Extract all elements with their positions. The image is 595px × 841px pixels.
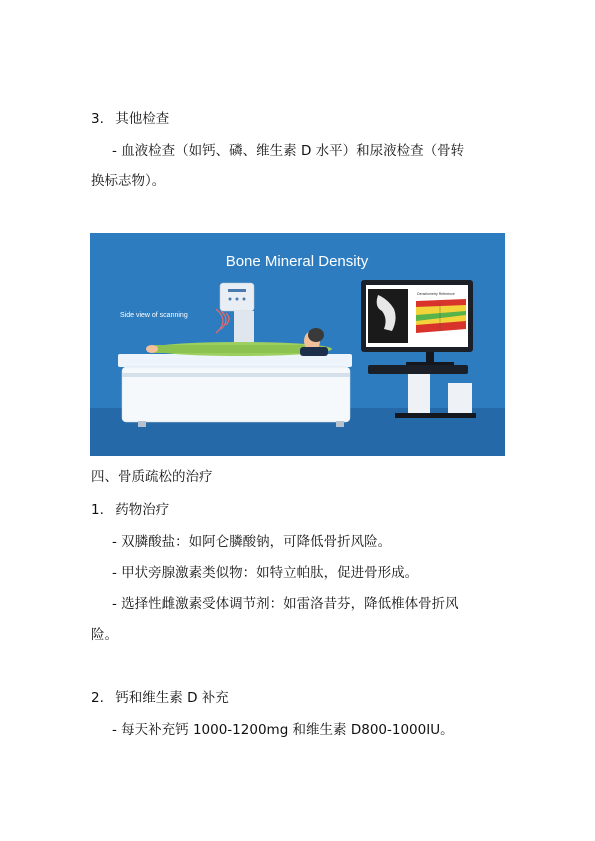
blood-test-line-1: - 血液检查（如钙、磷、维生素 D 水平）和尿液检查（骨转 <box>112 143 465 159</box>
bone-density-illustration <box>90 233 505 456</box>
drug-therapy-title: 药物治疗 <box>115 502 170 518</box>
supplement-title: 钙和维生素 D 补充 <box>115 690 229 706</box>
section-4-heading: 四、骨质疏松的治疗 <box>91 469 213 485</box>
drug-item-pth: - 甲状旁腺激素类似物：如特立帕肽，促进骨形成。 <box>112 565 419 581</box>
section-3-number: 3. <box>91 111 104 127</box>
drug-item-serm-line-1: - 选择性雌激素受体调节剂：如雷洛昔芬，降低椎体骨折风 <box>112 596 459 612</box>
drug-therapy-heading <box>91 500 169 520</box>
blood-test-line-2: 换标志物）。 <box>91 173 166 189</box>
scanner-bed <box>118 354 352 427</box>
supplement-number: 2. <box>91 690 104 706</box>
supplement-item: - 每天补充钙 1000-1200mg 和维生素 D800-1000IU。 <box>112 722 454 738</box>
figure-title: Bone Mineral Density <box>225 253 369 270</box>
supplement-heading <box>91 688 229 708</box>
drug-item-serm-line-2: 险。 <box>91 627 118 643</box>
monitor-label: Densitometry Reference <box>417 292 455 296</box>
drug-item-bisphosphonate: - 双膦酸盐：如阿仑膦酸钠，可降低骨折风险。 <box>112 534 392 550</box>
drug-therapy-number: 1. <box>91 502 104 518</box>
section-3-heading <box>91 109 169 129</box>
section-3-title: 其他检查 <box>115 111 170 127</box>
figure-caption: Side view of scanning <box>120 312 188 319</box>
